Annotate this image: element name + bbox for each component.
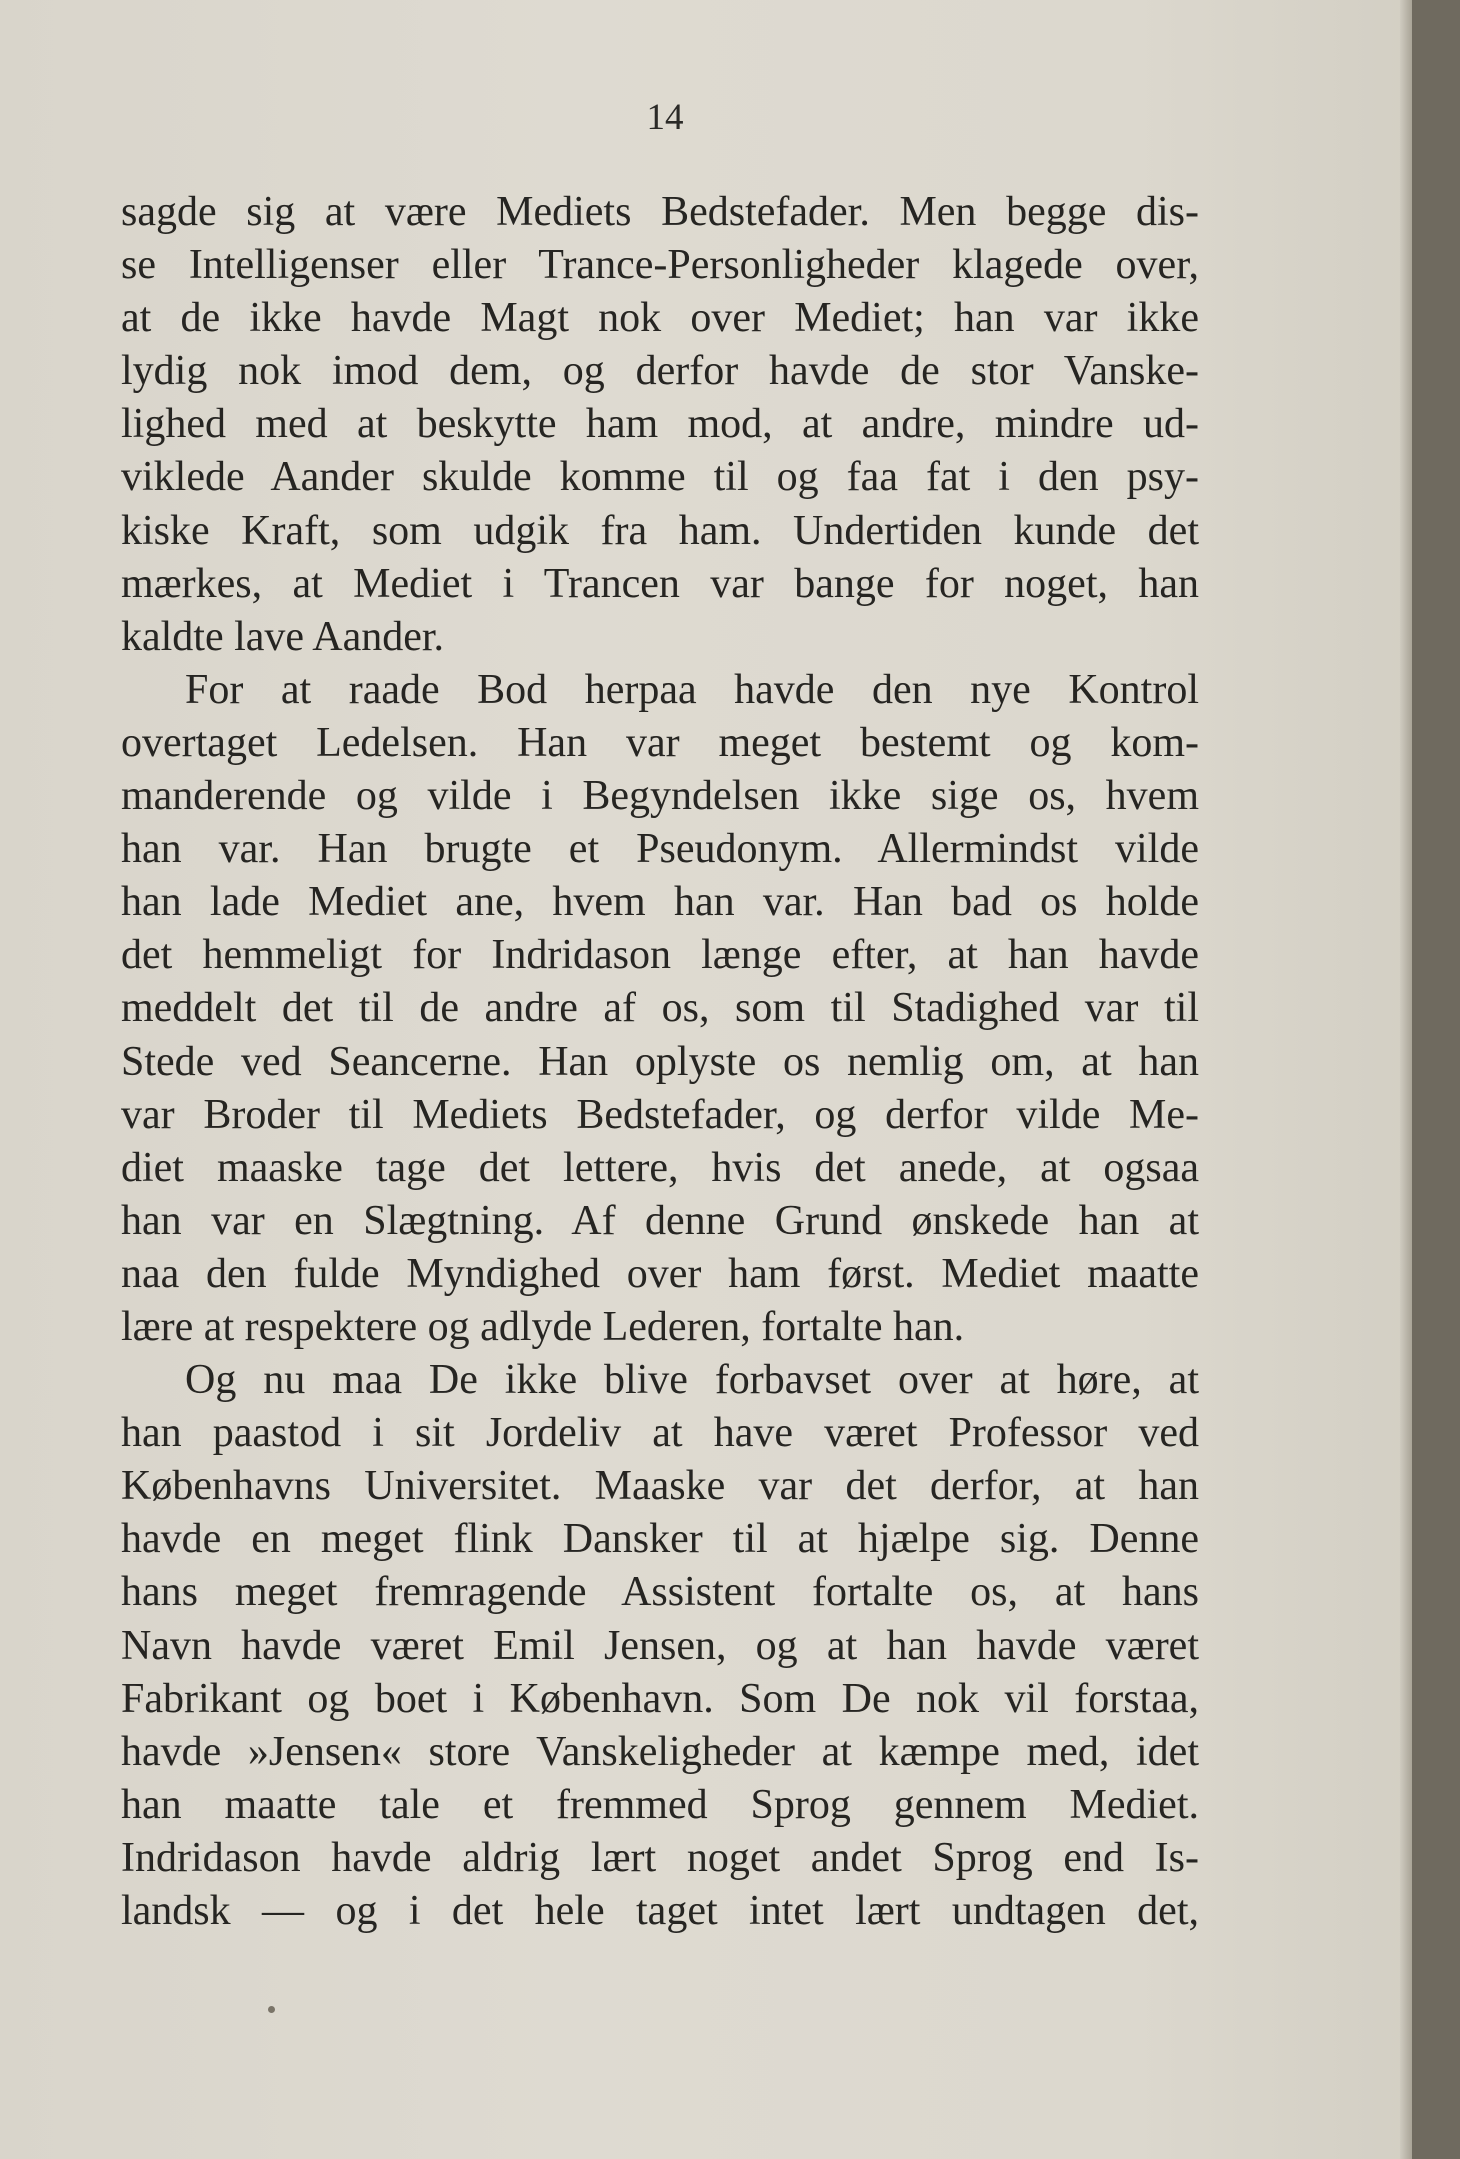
page-number: 14 (646, 97, 684, 138)
text-line: han var. Han brugte et Pseudonym. Allermindst vilde (121, 826, 1199, 873)
text-line: det hemmeligt for Indridason længe efter, at han havde (121, 932, 1199, 979)
text-line: se Intelligenser eller Trance-Personligheder klagede over, (121, 242, 1199, 289)
text-line: han paastod i sit Jordeliv at have været Professor ved (121, 1410, 1199, 1457)
text-line: havde en meget flink Dansker til at hjælpe sig. Denne (121, 1516, 1199, 1563)
text-line: Indridason havde aldrig lært noget andet Sprog end Is- (121, 1834, 1199, 1881)
text-line: Og nu maa De ikke blive forbavset over at høre, at (185, 1357, 1199, 1404)
text-line: lighed med at beskytte ham mod, at andre, mindre ud- (121, 401, 1199, 448)
text-line: han maatte tale et fremmed Sprog gennem Mediet. (121, 1781, 1199, 1828)
body-text (121, 186, 1199, 1938)
text-line: meddelt det til de andre af os, som til Stadighed var til (121, 985, 1199, 1032)
text-line: hans meget fremragende Assistent fortalte os, at hans (121, 1569, 1199, 1616)
text-line: naa den fulde Myndighed over ham først. Mediet maatte (121, 1250, 1199, 1297)
text-line: For at raade Bod herpaa havde den nye Kontrol (185, 666, 1199, 713)
text-line: Københavns Universitet. Maaske var det derfor, at han (121, 1463, 1199, 1510)
paper-speck (268, 2006, 275, 2013)
text-line: kiske Kraft, som udgik fra ham. Undertiden kunde det (121, 507, 1199, 554)
text-line: sagde sig at være Mediets Bedstefader. Men begge dis- (121, 189, 1199, 235)
text-line: viklede Aander skulde komme til og faa fat i den psy- (121, 454, 1199, 501)
text-line: lydig nok imod dem, og derfor havde de stor Vanske- (121, 348, 1199, 395)
text-line: landsk — og i det hele taget intet lært undtagen det, (121, 1888, 1199, 1934)
text-line: overtaget Ledelsen. Han var meget bestemt og kom- (121, 719, 1199, 766)
text-line: han lade Mediet ane, hvem han var. Han bad os holde (121, 879, 1199, 926)
text-line: manderende og vilde i Begyndelsen ikke sige os, hvem (121, 773, 1199, 820)
text-line: at de ikke havde Magt nok over Mediet; han var ikke (121, 295, 1199, 342)
page-edge (1400, 0, 1412, 2159)
text-line: Navn havde været Emil Jensen, og at han havde været (121, 1622, 1199, 1669)
text-line: Fabrikant og boet i København. Som De nok vil forstaa, (121, 1675, 1199, 1722)
text-line: havde »Jensen« store Vanskeligheder at kæmpe med, idet (121, 1728, 1199, 1775)
text-line: han var en Slægtning. Af denne Grund ønskede han at (121, 1197, 1199, 1244)
text-line: Stede ved Seancerne. Han oplyste os nemlig om, at han (121, 1038, 1199, 1085)
text-line: mærkes, at Mediet i Trancen var bange for noget, han (121, 560, 1199, 607)
text-line: var Broder til Mediets Bedstefader, og derfor vilde Me- (121, 1091, 1199, 1138)
text-line: diet maaske tage det lettere, hvis det anede, at ogsaa (121, 1144, 1199, 1191)
text-line: lære at respektere og adlyde Lederen, fortalte han. (121, 1303, 965, 1350)
text-line: kaldte lave Aander. (121, 613, 445, 660)
